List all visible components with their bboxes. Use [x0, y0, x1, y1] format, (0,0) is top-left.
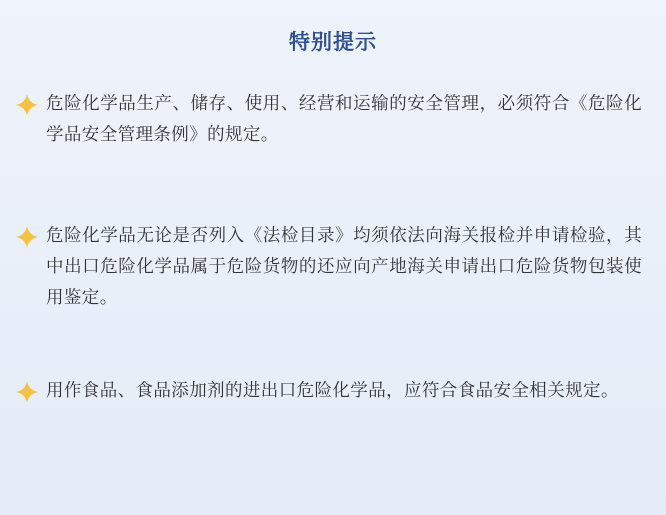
sparkle-icon [14, 92, 40, 118]
list-item-text: 危险化学品无论是否列入《法检目录》均须依法向海关报检并申请检验，其中出口危险化学品属于危险货物的还应向产地海关申请出口危险货物包装使用鉴定。 [46, 225, 642, 307]
list-item-text: 危险化学品生产、储存、使用、经营和运输的安全管理，必须符合《危险化学品安全管理条例》的规定。 [46, 93, 642, 144]
sparkle-icon [14, 224, 40, 250]
list-item-text: 用作食品、食品添加剂的进出口危险化学品，应符合食品安全相关规定。 [46, 380, 619, 400]
sparkle-icon [14, 379, 40, 405]
page-title: 特别提示 [289, 31, 377, 54]
list-item [14, 220, 642, 313]
list-item [14, 375, 642, 406]
list-item [14, 88, 642, 150]
notice-list [0, 88, 666, 406]
